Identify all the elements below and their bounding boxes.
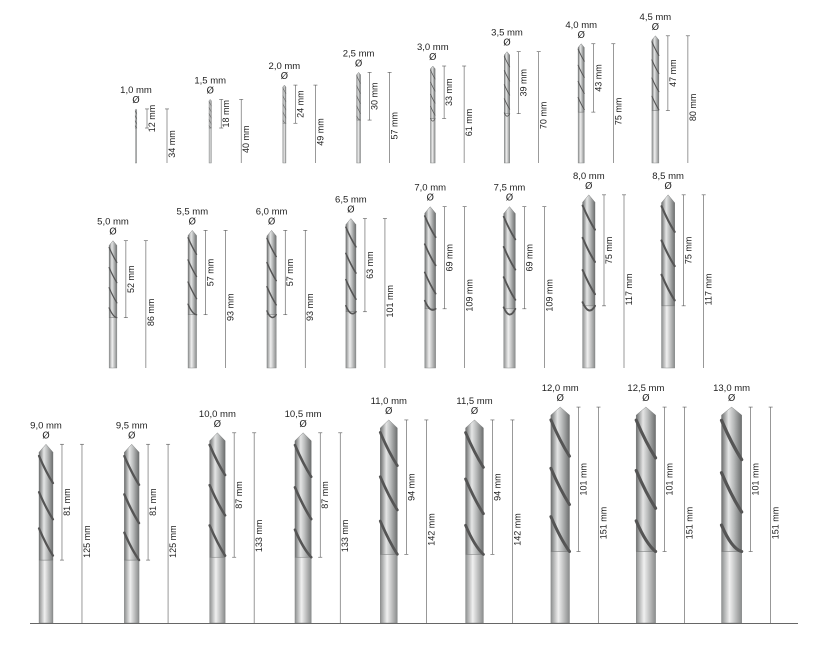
flute-length-label: 94 mm — [406, 473, 417, 501]
bit-shank — [346, 312, 356, 368]
total-length-label: 75 mm — [613, 97, 624, 126]
rows-layer — [30, 12, 781, 623]
bit-flute — [188, 230, 197, 314]
diameter-label: 9,5 mm — [115, 420, 148, 432]
diameter-symbol: Ø — [385, 405, 393, 417]
diameter-label: 10,5 mm — [284, 408, 322, 420]
bit-shank — [722, 552, 742, 624]
bit-shank — [380, 554, 397, 623]
total-length-label: 40 mm — [241, 125, 252, 153]
bit-shank — [652, 111, 659, 163]
flute-length-label: 30 mm — [369, 82, 380, 110]
diameter-symbol: Ø — [206, 85, 214, 97]
diameter-symbol: Ø — [642, 393, 650, 405]
drill-bit — [120, 85, 177, 163]
diameter-label: 11,0 mm — [370, 395, 407, 407]
total-length-label: 117 mm — [703, 273, 714, 306]
total-length-label: 125 mm — [81, 525, 92, 558]
diameter-symbol: Ø — [426, 192, 434, 204]
bit-shank — [662, 306, 675, 368]
diameter-label: 7,0 mm — [414, 182, 447, 194]
total-length-label: 93 mm — [225, 293, 236, 321]
diameter-symbol: Ø — [651, 21, 660, 33]
flute-length-label: 81 mm — [148, 488, 159, 516]
total-length-label: 142 mm — [426, 513, 437, 546]
diameter-symbol: Ø — [188, 216, 197, 228]
total-length-label: 133 mm — [254, 519, 265, 553]
bit-shank — [425, 309, 436, 368]
row-2 — [97, 171, 714, 368]
flute-length-label: 101 mm — [750, 463, 761, 496]
drill-bit — [176, 206, 235, 368]
diameter-label: 9,0 mm — [30, 420, 62, 432]
diameter-symbol: Ø — [213, 418, 222, 430]
diameter-label: 3,0 mm — [416, 42, 449, 54]
diameter-label: 4,5 mm — [639, 11, 672, 23]
total-length-label: 61 mm — [464, 108, 475, 137]
flute-length-label: 75 mm — [604, 236, 614, 265]
diameter-label: 12,0 mm — [541, 383, 579, 395]
bit-shank — [504, 309, 516, 368]
diameter-label: 3,5 mm — [491, 27, 523, 39]
drill-bit — [573, 171, 634, 368]
diameter-label: 2,5 mm — [342, 48, 375, 60]
diameter-symbol: Ø — [280, 71, 289, 83]
flute-length-label: 69 mm — [524, 243, 535, 272]
bit-shank — [504, 114, 509, 163]
bit-shank — [109, 318, 117, 368]
diameter-label: 7,5 mm — [493, 182, 526, 194]
bit-flute — [425, 207, 436, 309]
flute-length-label: 57 mm — [205, 258, 216, 287]
flute-length-label: 101 mm — [578, 463, 589, 496]
drill-bit — [335, 195, 395, 368]
diameter-symbol: Ø — [127, 430, 136, 442]
flute-length-label: 87 mm — [234, 481, 245, 509]
diameter-symbol: Ø — [556, 393, 564, 405]
flute-length-label: 69 mm — [444, 243, 455, 272]
diameter-symbol: Ø — [585, 180, 593, 192]
drill-bit — [456, 396, 522, 623]
drill-bit — [713, 383, 781, 623]
flute-length-label: 57 mm — [285, 258, 296, 287]
drill-bit — [199, 409, 264, 623]
diameter-symbol: Ø — [505, 192, 514, 204]
diameter-label: 6,5 mm — [335, 194, 367, 206]
diameter-symbol: Ø — [503, 37, 511, 49]
drill-bit — [269, 61, 326, 163]
bit-shank — [357, 120, 361, 163]
bit-shank — [283, 123, 286, 163]
total-length-label: 117 mm — [624, 273, 634, 306]
diameter-symbol: Ø — [470, 405, 479, 417]
drill-bit — [652, 171, 713, 368]
total-length-label: 80 mm — [687, 93, 698, 122]
flute-length-label: 18 mm — [221, 99, 232, 128]
total-length-label: 109 mm — [464, 279, 475, 312]
bit-shank — [188, 315, 197, 368]
flute-length-label: 47 mm — [667, 59, 678, 87]
bit-shank — [135, 128, 137, 163]
total-length-label: 49 mm — [315, 118, 326, 146]
bit-shank — [430, 118, 435, 163]
total-length-label: 151 mm — [598, 506, 609, 540]
diameter-symbol: Ø — [727, 393, 736, 405]
bit-shank — [636, 552, 655, 624]
bit-shank — [466, 554, 484, 623]
flute-length-label: 52 mm — [125, 265, 136, 293]
drill-bit — [116, 420, 178, 623]
drill-bit — [30, 420, 92, 623]
drill-bit — [194, 75, 251, 163]
total-length-label: 34 mm — [167, 130, 177, 158]
drill-bit — [343, 48, 400, 163]
flute-length-label: 94 mm — [492, 473, 503, 501]
row-3 — [30, 383, 781, 623]
bit-shank — [39, 560, 53, 623]
diameter-symbol: Ø — [132, 94, 140, 106]
drill-bit — [285, 409, 351, 623]
diameter-symbol: Ø — [347, 204, 355, 216]
flute-length-label: 39 mm — [518, 68, 529, 97]
diameter-label: 12,5 mm — [627, 383, 665, 395]
bit-shank — [209, 128, 211, 163]
drill-bit — [417, 42, 474, 163]
flute-length-label: 87 mm — [320, 481, 331, 509]
total-length-label: 101 mm — [384, 285, 395, 318]
drill-bit — [491, 28, 549, 163]
total-length-label: 151 mm — [770, 506, 781, 540]
flute-length-label: 33 mm — [444, 78, 455, 107]
diameter-label: 5,5 mm — [176, 206, 209, 218]
diameter-label: 5,0 mm — [97, 216, 129, 228]
bit-shank — [578, 112, 584, 163]
total-length-label: 133 mm — [340, 519, 351, 553]
bit-flute — [578, 44, 584, 112]
drill-bit — [627, 383, 694, 623]
drill-bit — [414, 183, 474, 368]
flute-length-label: 75 mm — [683, 236, 694, 265]
total-length-label: 142 mm — [512, 513, 523, 546]
flute-length-label: 81 mm — [61, 488, 72, 516]
diameter-label: 1,0 mm — [120, 84, 152, 96]
diameter-label: 8,0 mm — [572, 170, 605, 182]
diameter-label: 8,5 mm — [652, 170, 684, 182]
flute-length-label: 101 mm — [664, 463, 675, 496]
total-length-label: 70 mm — [538, 101, 549, 130]
total-length-label: 86 mm — [145, 298, 156, 327]
total-length-label: 125 mm — [168, 525, 179, 558]
flute-length-label: 63 mm — [364, 251, 375, 279]
diameter-symbol: Ø — [354, 58, 363, 70]
drill-bit — [494, 183, 555, 368]
diameter-symbol: Ø — [577, 29, 585, 41]
diameter-label: 13,0 mm — [713, 383, 751, 395]
drill-bit — [542, 383, 609, 623]
total-length-label: 109 mm — [544, 279, 555, 312]
drill-bit — [640, 12, 698, 163]
bit-shank — [210, 557, 226, 623]
diameter-symbol: Ø — [267, 216, 276, 228]
bit-shank — [295, 557, 311, 623]
diameter-symbol: Ø — [429, 52, 437, 64]
diameter-label: 10,0 mm — [198, 408, 236, 420]
drill-bit — [256, 206, 315, 368]
total-length-label: 151 mm — [684, 506, 695, 540]
diameter-symbol: Ø — [299, 418, 307, 430]
flute-length-label: 12 mm — [147, 104, 157, 133]
bit-shank — [267, 315, 276, 368]
drill-bit — [565, 20, 623, 163]
row-1 — [120, 12, 698, 163]
total-length-label: 93 mm — [305, 293, 316, 321]
drill-bit — [97, 217, 156, 368]
diameter-label: 4,0 mm — [565, 19, 598, 31]
bit-shank — [551, 552, 570, 624]
diameter-symbol: Ø — [109, 226, 117, 238]
diameter-label: 6,0 mm — [255, 206, 288, 218]
flute-length-label: 43 mm — [593, 64, 604, 92]
bit-shank — [124, 560, 139, 623]
diameter-symbol: Ø — [664, 180, 672, 192]
diameter-label: 2,0 mm — [268, 61, 301, 73]
drill-bit — [371, 396, 437, 623]
bit-flute — [109, 241, 117, 318]
diameter-label: 11,5 mm — [456, 395, 493, 407]
total-length-label: 57 mm — [389, 111, 400, 140]
diameter-label: 1,5 mm — [194, 75, 227, 87]
flute-length-label: 24 mm — [295, 90, 306, 118]
bit-shank — [583, 306, 595, 368]
diameter-symbol: Ø — [42, 430, 50, 442]
